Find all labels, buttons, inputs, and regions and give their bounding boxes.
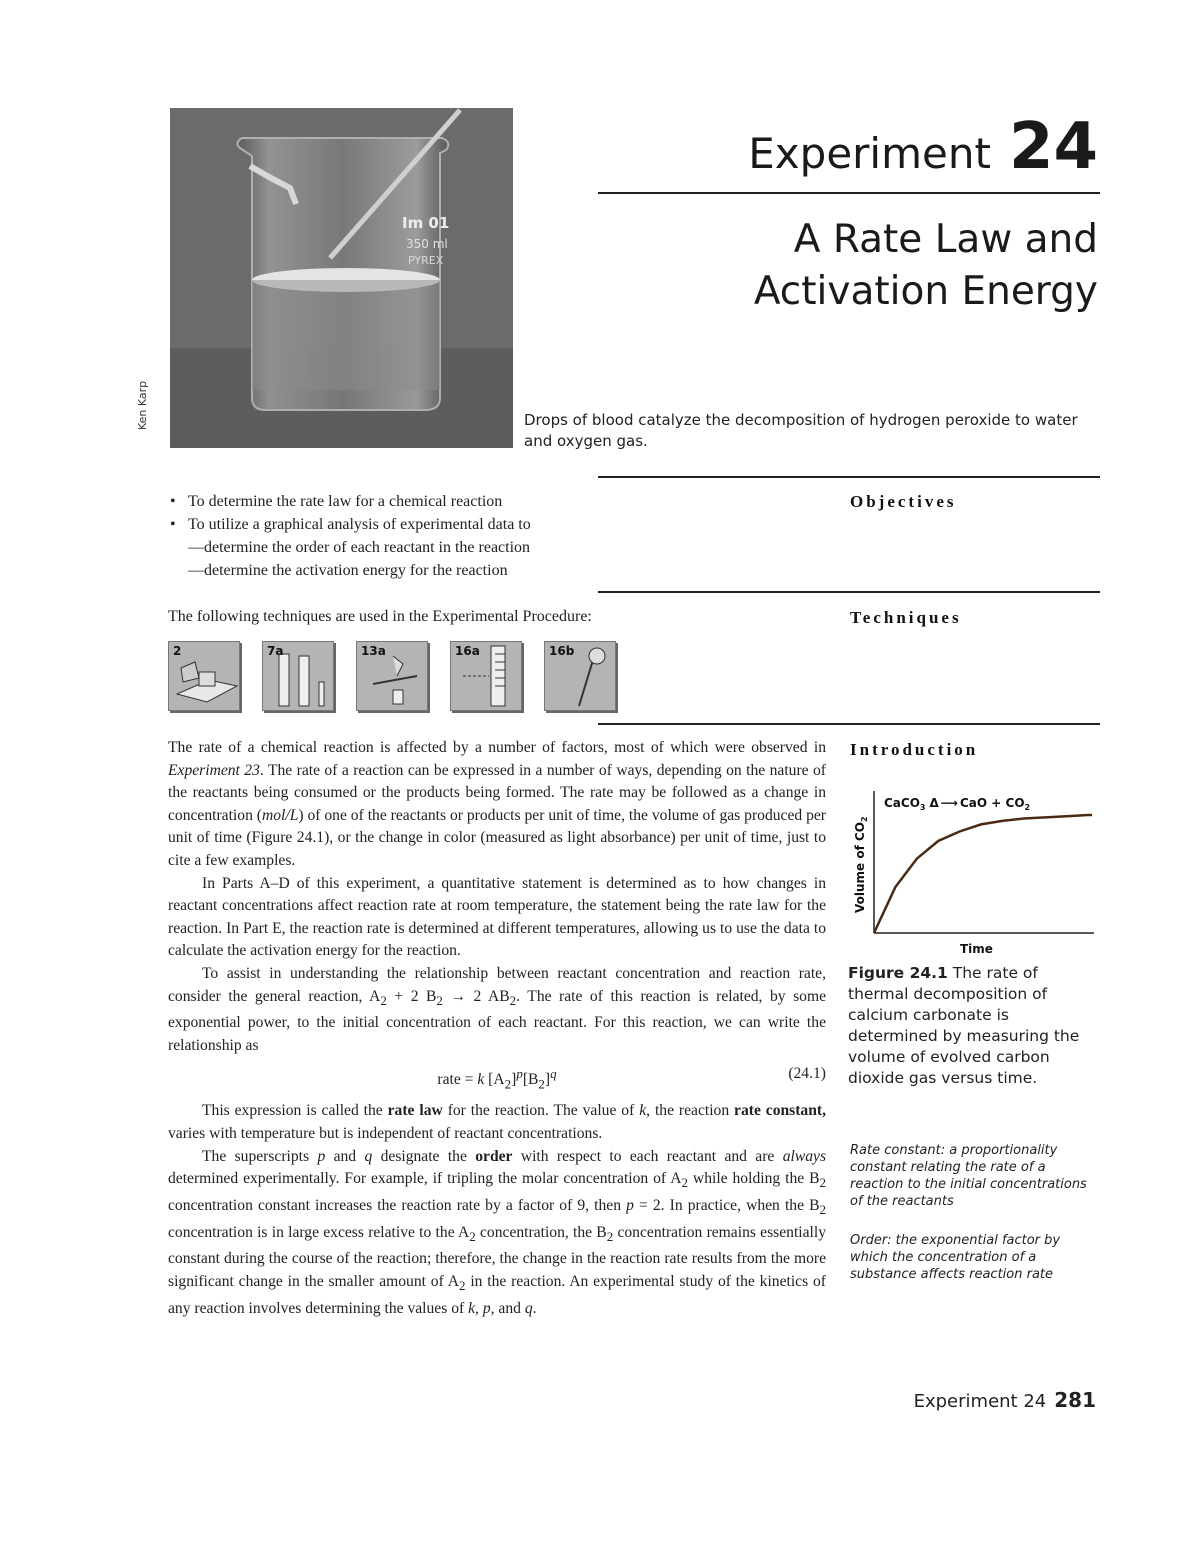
margin-note-rate-constant: Rate constant: a proportionality constant relating the rate of a reaction to the initial concentrations of the reactants: [850, 1143, 1087, 1209]
figure-24-1-chart: [848, 785, 1098, 960]
paragraph: This expression is called the rate law for the reaction. The value of k, the reaction rate constant, varies with temperature but is independent of reactant concentrations.: [168, 1102, 826, 1142]
co2-volume-curve: [874, 815, 1092, 933]
photo-credit: Ken Karp: [136, 380, 149, 430]
objective-item: • To determine the rate law for a chemical reaction: [170, 493, 503, 510]
title-rule: [598, 192, 1100, 194]
subtitle-line: A Rate Law and: [793, 217, 1098, 262]
x-axis-label: Time: [960, 942, 993, 956]
y-axis-label: Volume of $CO_2$: [853, 816, 869, 913]
rate-law-equation: rate = k $[A_2]^p[B_2]^q$ (24.1): [437, 1065, 826, 1092]
beaker-marking: 350 ml: [406, 237, 448, 251]
paragraph: In Parts A–D of this experiment, a quantitative statement is determined as to how changes in reactant concentrations affect reaction rate at room temperature, the statement being the rate law for the reaction. In Part E, the reaction rate is determined at different temperatures, allowing us to use the data to calculate the activation energy for the reaction.: [168, 874, 826, 960]
weighing-icon[interactable]: 2: [168, 641, 240, 711]
experiment-title: [640, 110, 1098, 184]
introduction-body: [168, 737, 826, 1320]
figure-caption: Figure 24.1 The rate of thermal decomposition of calcium carbonate is determined by measuring the volume of evolved carbon dioxide gas versus time.: [848, 964, 1080, 1087]
experiment-number: 24: [1008, 110, 1098, 184]
paragraph: The rate of a chemical reaction is affected by a number of factors, most of which were observed in Experiment 23. The rate of a reaction can be expressed in a number of ways, depending on the nature of the reactants being consumed or the products being formed. The rate may be followed as a change in concentration (mol/L) of one of the reactants or products per unit of time, the volume of gas produced per unit of time (Figure 24.1), or the change in color (measured as light absorbance) per unit of time, just to cite a few examples.: [168, 739, 826, 869]
experiment-word: Experiment: [748, 129, 991, 178]
paragraph: To assist in understanding the relationship between reactant concentration and reaction rate, consider the general reaction, $A_2 + 2$ $B_2 \to 2$ $AB_2$. The rate of this reaction is related, by some exponential power, to the initial concentration of each reactant. For this reaction, we can write the relationship as: [168, 964, 827, 1054]
margin-note-order: Order: the exponential factor by which the concentration of a substance affects reaction rate: [850, 1233, 1061, 1282]
beaker-photo: [170, 108, 513, 448]
experiment-subtitle: [600, 214, 1098, 318]
beaker-illustration: [170, 108, 513, 448]
meniscus-reading-icon[interactable]: 16a: [450, 641, 522, 711]
techniques-intro: The following techniques are used in the Experimental Procedure:: [168, 608, 592, 625]
photo-caption: Drops of blood catalyze the decomposition of hydrogen peroxide to water and oxygen gas.: [524, 411, 1078, 450]
objectives-rule: [598, 476, 1100, 478]
pipet-icon[interactable]: 16b: [544, 641, 616, 711]
figure-label: Figure 24.1: [848, 964, 948, 982]
paragraph: The superscripts p and q designate the order with respect to each reactant and are always determined experimentally. For example, if tripling the molar concentration of $A_2$ while holding the $B_2$ concentration constant increases the reaction rate by a factor of 9, then p = 2. In practice, when the $B_2$ concentration is in large excess relative to the $A_2$ concentration, the $B_2$ concentration remains essentially constant during the course of the reaction; therefore, the change in the reaction rate results from the more significant change in the smaller amount of $A_2$ in the reaction. An experimental study of the kinetics of any reaction involves determining the values of k, p, and q.: [168, 1147, 827, 1317]
equation-number: (24.1): [788, 1065, 826, 1083]
objectives-list: [168, 490, 608, 582]
footer-text: Experiment 24: [913, 1391, 1047, 1412]
techniques-rule: [598, 591, 1100, 593]
reaction-equation: CaCO$_3$ Δ ⟶ CaO + $CO_2$: [884, 796, 1031, 812]
balance-icon[interactable]: 13a: [356, 641, 428, 711]
objective-subitem: —determine the order of each reactant in the reaction: [188, 539, 531, 556]
introduction-rule: [598, 723, 1100, 725]
page-number: 281: [1054, 1388, 1096, 1412]
beaker-marking: PYREX: [408, 254, 444, 267]
beaker-marking: Im 01: [402, 214, 450, 232]
objective-item: • To utilize a graphical analysis of experimental data to: [170, 516, 531, 533]
introduction-heading: Introduction: [850, 740, 979, 759]
page-footer: [900, 1388, 1096, 1412]
objectives-heading: Objectives: [850, 492, 957, 511]
techniques-heading: Techniques: [850, 608, 962, 627]
subtitle-line: Activation Energy: [753, 269, 1098, 314]
objective-subitem: —determine the activation energy for the reaction: [188, 562, 508, 579]
graduated-cylinder-icon[interactable]: 7a: [262, 641, 334, 711]
